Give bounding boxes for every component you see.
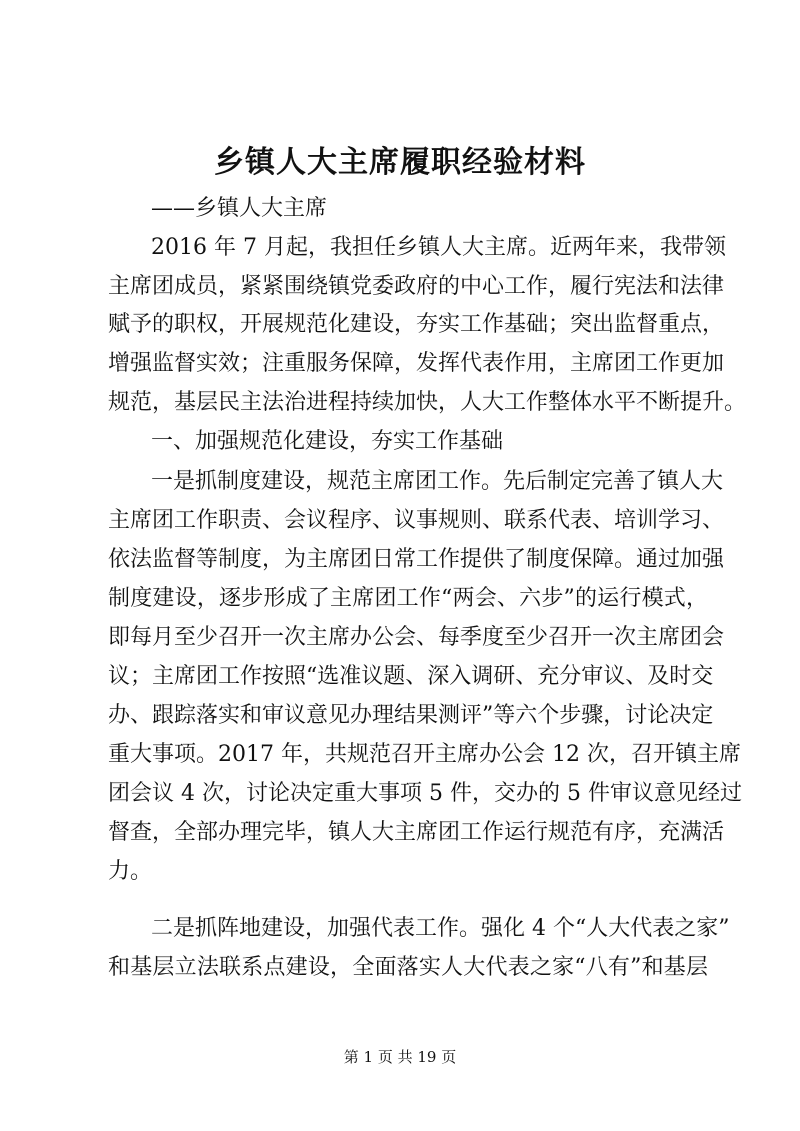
page-number: 第 1 页 共 19 页 — [343, 1048, 457, 1066]
paragraph-line: 团会议 4 次，讨论决定重大事项 5 件，交办的 5 件审议意见经过 — [108, 781, 742, 806]
paragraph-line: 重大事项。2017 年，共规范召开主席办公会 12 次，召开镇主席 — [108, 742, 741, 767]
paragraph-line: 依法监督等制度，为主席团日常工作提供了制度保障。通过加强 — [108, 547, 725, 572]
paragraph-line: 议；主席团工作按照“选准议题、深入调研、充分审议、及时交 — [108, 664, 714, 689]
section-heading: 一、加强规范化建设，夯实工作基础 — [151, 429, 504, 454]
paragraph-line: 力。 — [108, 859, 153, 884]
paragraph-line: 一是抓制度建设，规范主席团工作。先后制定完善了镇人大 — [151, 469, 724, 494]
paragraph-line: 办、跟踪落实和审议意见办理结果测评”等六个步骤，讨论决定 — [108, 703, 714, 728]
paragraph-line: 即每月至少召开一次主席办公会、每季度至少召开一次主席团会 — [108, 625, 725, 650]
document-title: 乡镇人大主席履职经验材料 — [214, 145, 586, 180]
paragraph-line: 主席团工作职责、会议程序、议事规则、联系代表、培训学习、 — [108, 508, 725, 533]
document-byline: ——乡镇人大主席 — [151, 196, 328, 221]
paragraph-line: 主席团成员，紧紧围绕镇党委政府的中心工作，履行宪法和法律 — [108, 274, 725, 299]
paragraph-line: 制度建设，逐步形成了主席团工作“两会、六步”的运行模式， — [108, 586, 708, 611]
paragraph-line: 赋予的职权，开展规范化建设，夯实工作基础；突出监督重点， — [108, 312, 725, 337]
paragraph-line: 2016 年 7 月起，我担任乡镇人大主席。近两年来，我带领 — [151, 235, 726, 260]
paragraph-line: 规范，基层民主法治进程持续加快，人大工作整体水平不断提升。 — [108, 390, 747, 415]
paragraph-line: 增强监督实效；注重服务保障，发挥代表作用，主席团工作更加 — [108, 351, 725, 376]
paragraph-line: 二是抓阵地建设，加强代表工作。强化 4 个“人大代表之家” — [151, 916, 730, 941]
paragraph-line: 和基层立法联系点建设，全面落实人大代表之家“八有”和基层 — [108, 955, 708, 980]
paragraph-line: 督查，全部办理完毕，镇人大主席团工作运行规范有序，充满活 — [108, 820, 725, 845]
